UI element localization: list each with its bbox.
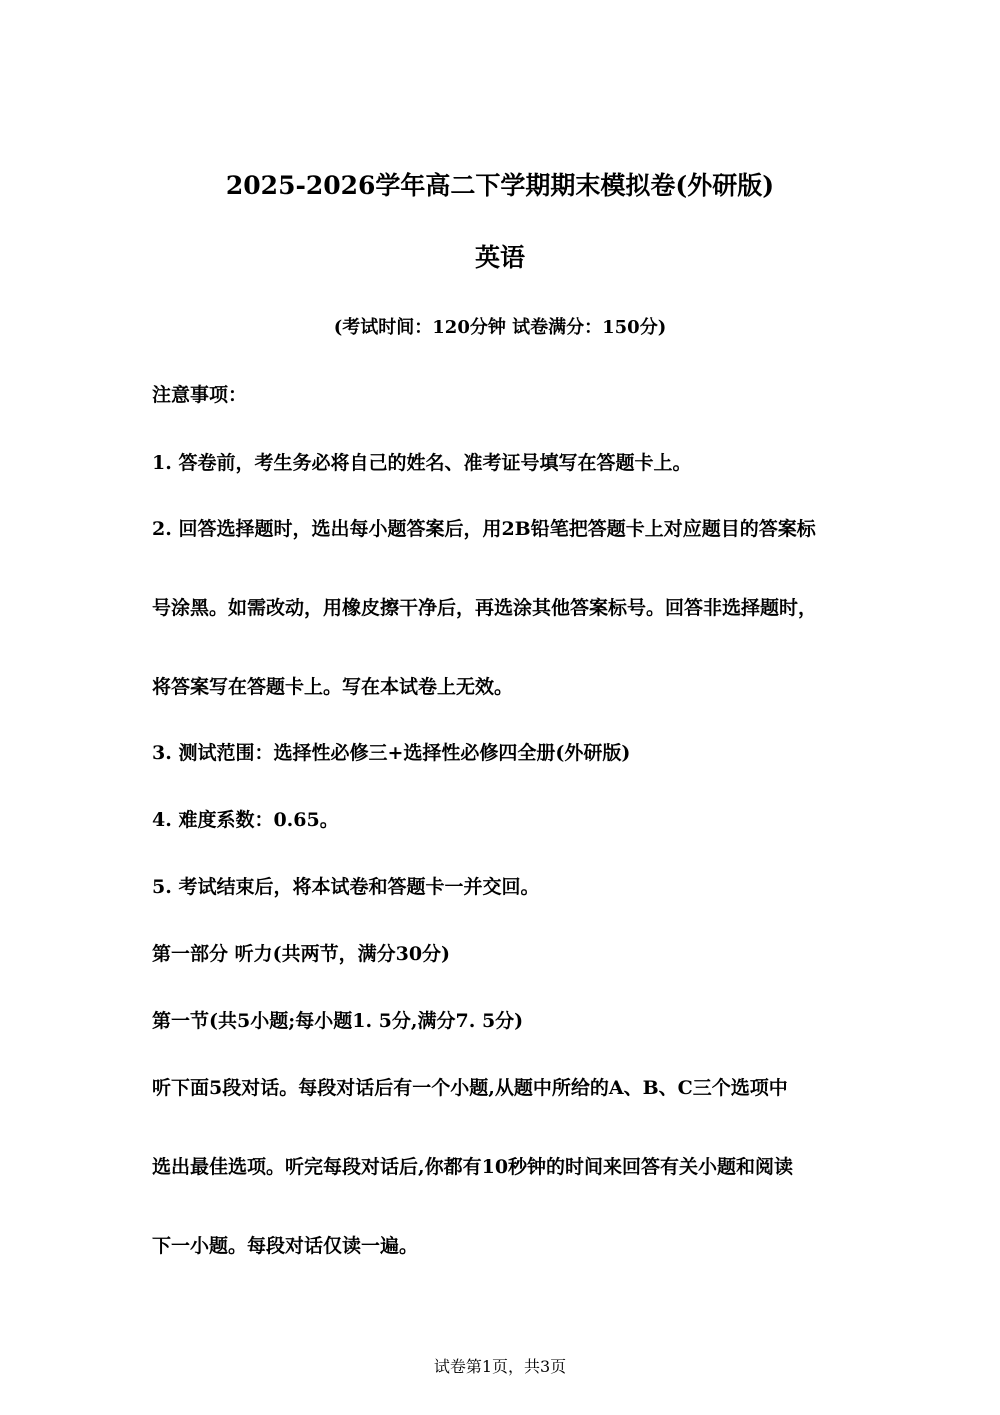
notes-item-2-line-3: 将答案写在答题卡上。写在本试卷上无效。 <box>152 676 514 698</box>
instructions-line-3: 下一小题。每段对话仅读一遍。 <box>152 1235 419 1257</box>
part1-heading: 第一部分 听力(共两节，满分30分) <box>152 943 451 965</box>
exam-info: (考试时间：120分钟 试卷满分：150分) <box>333 317 667 338</box>
notes-heading: 注意事项： <box>152 384 248 406</box>
notes-item-2-line-2: 号涂黑。如需改动，用橡皮擦干净后，再选涂其他答案标号。回答非选择题时， <box>152 597 818 619</box>
subject-title: 英语 <box>474 243 525 272</box>
exam-title: 2025-2026学年高二下学期期末模拟卷(外研版) <box>225 171 775 200</box>
notes-item-2-line-1: 2. 回答选择题时，选出每小题答案后，用2B铅笔把答题卡上对应题目的答案标 <box>152 518 816 540</box>
notes-item-1: 1. 答卷前，考生务必将自己的姓名、准考证号填写在答题卡上。 <box>152 452 692 474</box>
notes-item-5: 5. 考试结束后，将本试卷和答题卡一并交回。 <box>152 876 540 898</box>
section1-heading: 第一节(共5小题;每小题1. 5分,满分7. 5分) <box>152 1010 524 1032</box>
instructions-line-2: 选出最佳选项。听完每段对话后,你都有10秒钟的时间来回答有关小题和阅读 <box>152 1156 794 1178</box>
notes-item-3: 3. 测试范围：选择性必修三+选择性必修四全册(外研版) <box>152 742 631 764</box>
page-footer: 试卷第1页，共3页 <box>433 1357 567 1376</box>
notes-item-4: 4. 难度系数：0.65。 <box>152 809 339 831</box>
instructions-line-1: 听下面5段对话。每段对话后有一个小题,从题中所给的A、B、C三个选项中 <box>152 1077 788 1099</box>
